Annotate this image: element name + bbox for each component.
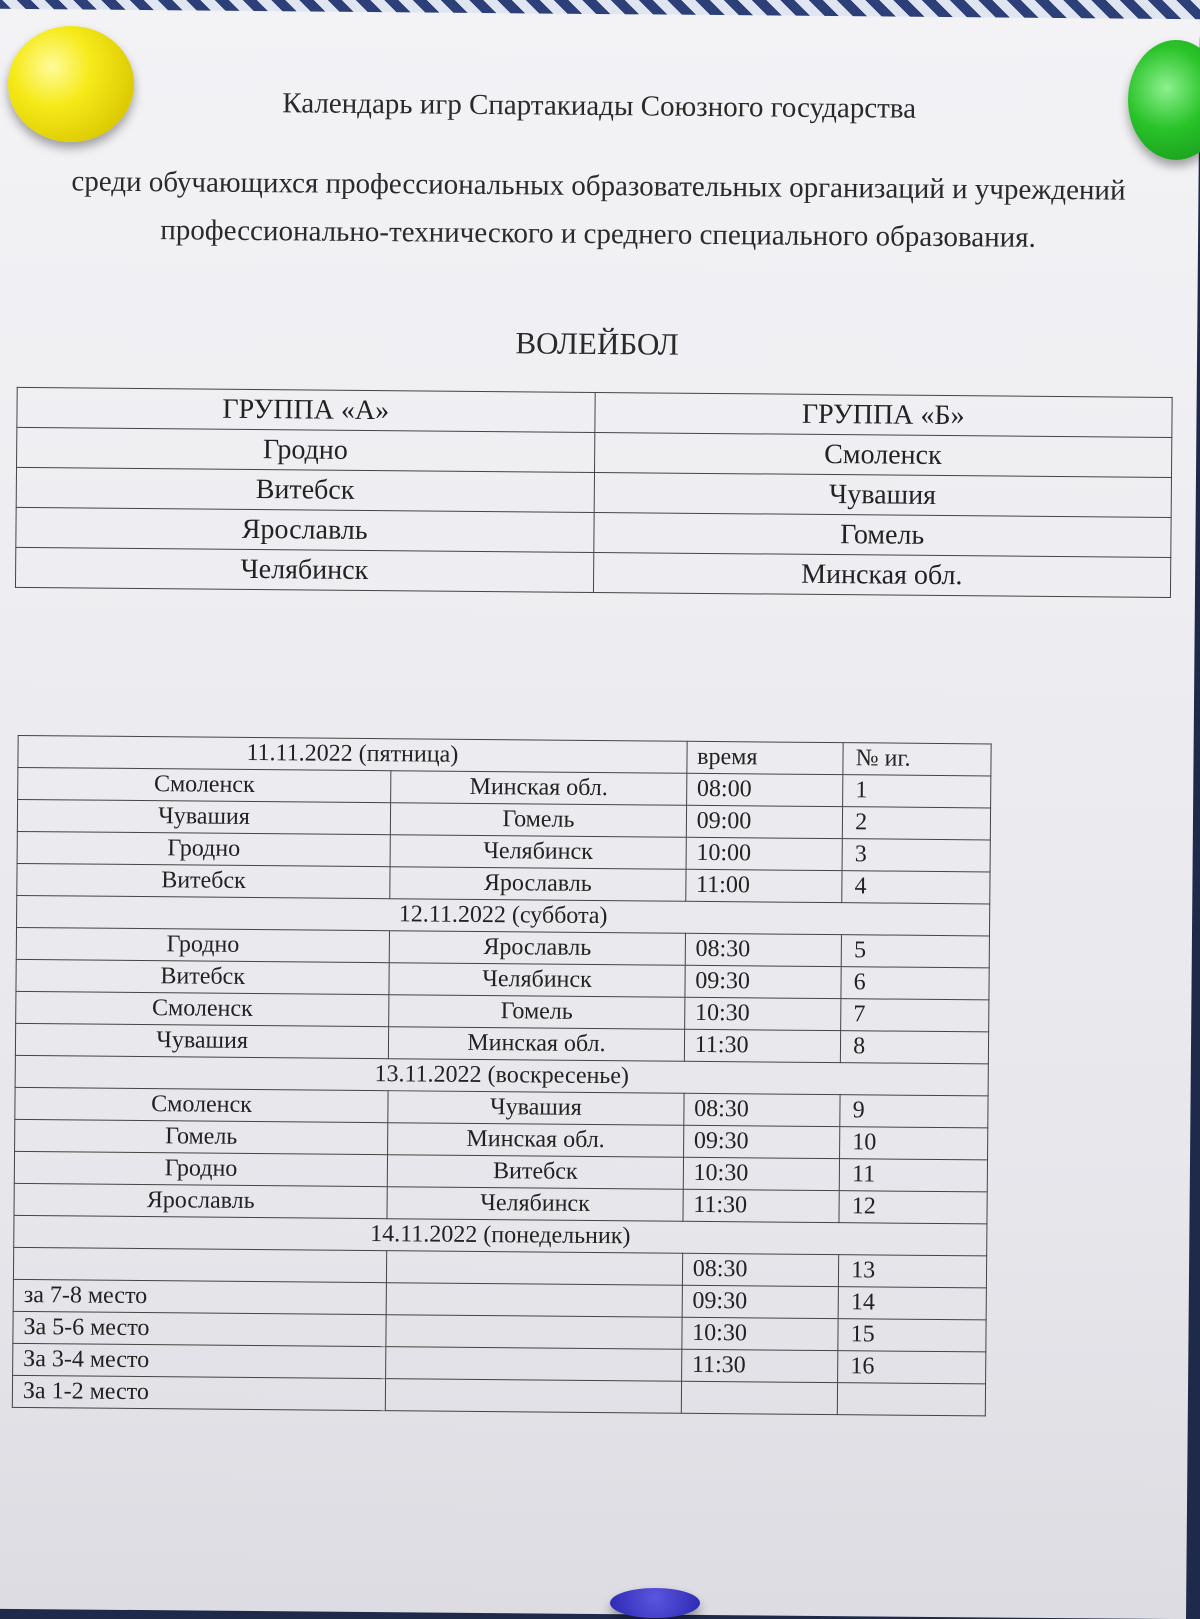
group-a-header: ГРУППА «А» <box>17 387 595 432</box>
placement-label: За 5-6 место <box>13 1311 386 1346</box>
game-number: 6 <box>841 967 989 1000</box>
team-away: Минская обл. <box>388 1123 684 1158</box>
yellow-pushpin <box>8 26 134 142</box>
team-away: Витебск <box>387 1155 683 1190</box>
game-time: 10:30 <box>682 1317 839 1350</box>
team-away: Минская обл. <box>389 1027 685 1062</box>
group-b-team: Гомель <box>593 512 1171 557</box>
team-away: Ярославль <box>390 867 686 902</box>
page-subtitle: среди обучающихся профессиональных образовательных организаций и учреждений профессионально-технического и среднего специального образования. <box>71 165 1126 254</box>
game-number: 7 <box>841 999 989 1032</box>
game-number: 1 <box>843 775 991 808</box>
game-number: 9 <box>840 1095 988 1128</box>
team-home: Витебск <box>16 959 389 994</box>
team-away: Челябинск <box>387 1187 683 1222</box>
game-time: 08:30 <box>685 933 842 966</box>
day-label: 14.11.2022 (понедельник) <box>14 1215 987 1255</box>
game-time: 11:30 <box>681 1349 838 1382</box>
game-time: 08:30 <box>682 1253 839 1286</box>
group-a-team: Челябинск <box>15 547 593 592</box>
team-home: Чувашия <box>15 1023 388 1058</box>
blue-pushpin <box>610 1588 700 1618</box>
team-home: Гродно <box>14 1151 387 1186</box>
game-number: 4 <box>842 871 990 904</box>
team-away: Гомель <box>389 995 685 1030</box>
team-away: Челябинск <box>390 835 686 870</box>
placement-label <box>13 1247 386 1282</box>
game-number: 16 <box>838 1351 986 1384</box>
team-home: Смоленск <box>16 991 389 1026</box>
day-label: 11.11.2022 (пятница) <box>18 735 687 773</box>
day-label: 13.11.2022 (воскресенье) <box>15 1055 988 1095</box>
team-away: Ярославль <box>389 931 685 966</box>
team-home: Гомель <box>15 1119 388 1154</box>
page-title: Календарь игр Спартакиады Союзного государства <box>282 87 917 125</box>
group-b-team: Чувашия <box>594 472 1172 517</box>
game-time: 08:00 <box>686 773 843 806</box>
game-time: 09:00 <box>686 805 843 838</box>
game-time: 08:30 <box>684 1093 841 1126</box>
team-home: Ярославль <box>14 1183 387 1218</box>
paper-sheet <box>0 9 1200 1619</box>
team-home: Смоленск <box>15 1087 388 1122</box>
groups-table-body <box>15 387 1172 597</box>
group-b-team: Смоленск <box>594 432 1172 477</box>
game-time: 10:30 <box>683 1157 840 1190</box>
game-time: 11:30 <box>683 1189 840 1222</box>
game-number: 5 <box>841 935 989 968</box>
game-number: 15 <box>838 1319 986 1352</box>
game-time <box>681 1381 838 1414</box>
group-b-team: Минская обл. <box>593 552 1171 597</box>
group-a-team: Витебск <box>16 467 594 512</box>
placement-label: За 1-2 место <box>12 1375 385 1410</box>
schedule-table <box>12 735 992 1416</box>
placement-label: За 3-4 место <box>13 1343 386 1378</box>
game-number <box>837 1383 985 1416</box>
game-number: 11 <box>839 1159 987 1192</box>
game-number-column-header: № иг. <box>843 743 991 776</box>
schedule-table-body <box>12 735 991 1415</box>
team-away: Челябинск <box>389 963 685 998</box>
team-home: Гродно <box>17 831 390 866</box>
groups-table <box>15 387 1173 598</box>
team-away <box>385 1379 681 1414</box>
day-label: 12.11.2022 (суббота) <box>17 895 990 935</box>
game-number: 14 <box>838 1287 986 1320</box>
game-time: 09:30 <box>683 1125 840 1158</box>
game-number: 2 <box>843 807 991 840</box>
team-away <box>386 1315 682 1350</box>
game-number: 3 <box>842 839 990 872</box>
team-home: Витебск <box>17 863 390 898</box>
sport-title: ВОЛЕЙБОЛ <box>515 325 679 362</box>
group-a-team: Гродно <box>17 427 595 472</box>
team-away <box>387 1251 683 1286</box>
team-away: Чувашия <box>388 1091 684 1126</box>
placement-label: за 7-8 место <box>13 1279 386 1314</box>
team-home: Гродно <box>16 927 389 962</box>
team-away <box>386 1347 682 1382</box>
group-a-team: Ярославль <box>16 507 594 552</box>
game-time: 10:00 <box>686 837 843 870</box>
team-away <box>386 1283 682 1318</box>
time-column-header: время <box>687 741 844 774</box>
game-number: 10 <box>840 1127 988 1160</box>
game-number: 12 <box>839 1191 987 1224</box>
game-time: 11:00 <box>685 869 842 902</box>
game-time: 09:30 <box>685 965 842 998</box>
group-b-header: ГРУППА «Б» <box>594 392 1172 437</box>
team-away: Минская обл. <box>391 771 687 806</box>
team-away: Гомель <box>391 803 687 838</box>
game-time: 09:30 <box>682 1285 839 1318</box>
game-time: 11:30 <box>684 1029 841 1062</box>
game-time: 10:30 <box>684 997 841 1030</box>
team-home: Чувашия <box>17 799 390 834</box>
game-number: 8 <box>841 1031 989 1064</box>
game-number: 13 <box>839 1255 987 1288</box>
team-home: Смоленск <box>18 767 391 802</box>
